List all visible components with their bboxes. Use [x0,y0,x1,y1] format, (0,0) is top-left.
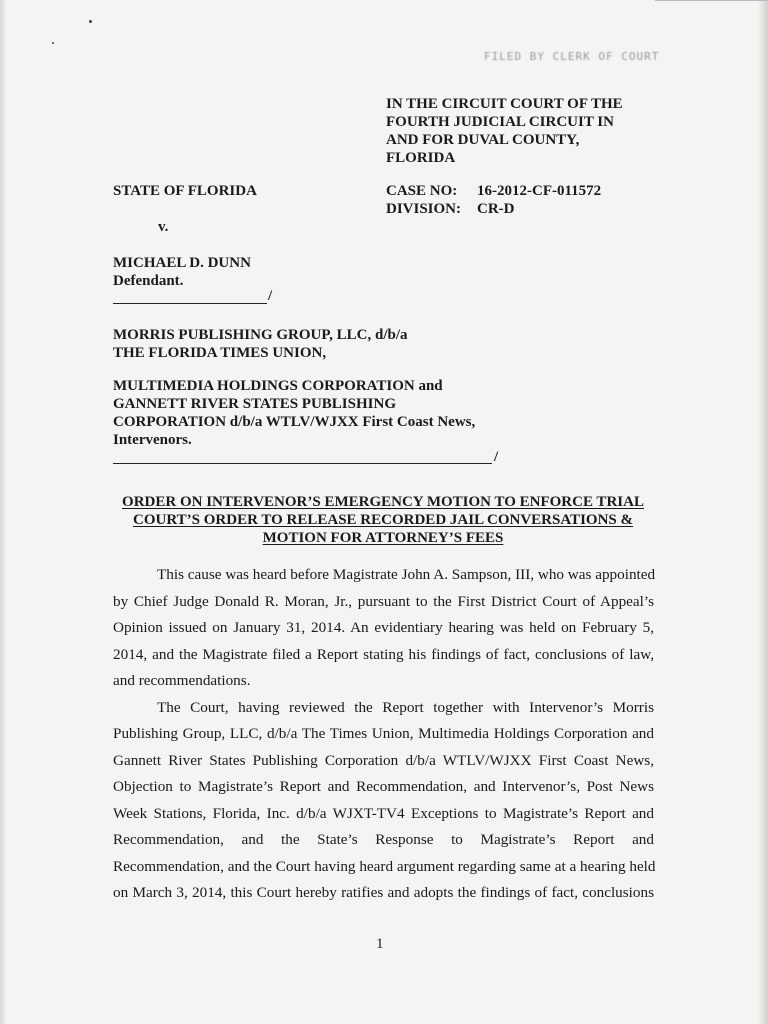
paragraph-1 [113,562,654,695]
paragraph-2 [113,695,654,907]
intervenor-line: THE FLORIDA TIMES UNION, [113,345,327,361]
filing-stamp [484,46,660,68]
body-line: Week Stations, Florida, Inc. d/b/a WJXT-TV4 Exceptions to Magistrate’s Report and [113,804,654,822]
defendant-label: Defendant. [113,273,184,289]
scan-edge-right [758,0,768,1024]
order-body [113,562,654,907]
versus-text: v. [158,219,169,235]
court-caption-line: FLORIDA [386,150,456,166]
intervenor-line: MORRIS PUBLISHING GROUP, LLC, d/b/a [113,327,408,343]
intervenor-line: Intervenors. [113,432,192,448]
court-caption-line: IN THE CIRCUIT COURT OF THE [386,96,623,112]
intervenor-line: GANNETT RIVER STATES PUBLISHING [113,396,396,412]
case-number-value: 16-2012-CF-011572 [477,183,602,199]
case-number-label: CASE NO: [386,183,458,199]
plaintiff-name: STATE OF FLORIDA [113,183,257,199]
page-number: 1 [376,936,384,952]
caption-slash: / [494,449,499,465]
body-line: on March 3, 2014, this Court hereby ratifies and adopts the findings of fact, conclusions [113,884,654,901]
body-line: by Chief Judge Donald R. Moran, Jr., pursuant to the First District Court of Appeal’s [113,592,654,610]
body-line: Objection to Magistrate’s Report and Recommendation, and Intervenor’s, Post News [113,778,654,795]
body-line: Publishing Group, LLC, d/b/a The Times Union, Multimedia Holdings Corporation and [113,725,654,742]
court-caption-line: AND FOR DUVAL COUNTY, [386,132,580,148]
scan-speck [52,42,54,44]
signature-underline [113,303,267,304]
scan-top-rule [655,0,768,1]
division-label: DIVISION: [386,201,462,217]
order-title-line: ORDER ON INTERVENOR’S EMERGENCY MOTION TO ENFORCE TRIAL [122,494,644,510]
order-title [100,493,666,547]
body-line: 2014, and the Magistrate filed a Report stating his findings of fact, conclusions of law, [113,645,654,663]
body-line: Opinion issued on January 31, 2014. An evidentiary hearing was held on February 5, [113,619,654,636]
body-line: Gannett River States Publishing Corporation d/b/a WTLV/WJXX First Coast News, [113,751,654,769]
scan-speck [89,20,92,23]
filing-stamp-text: FILED BY CLERK OF COURT [484,50,660,63]
defendant-name: MICHAEL D. DUNN [113,255,251,271]
order-title-line: MOTION FOR ATTORNEY’S FEES [262,530,504,546]
scan-edge-left [0,0,7,1024]
intervenor-line: CORPORATION d/b/a WTLV/WJXX First Coast News, [113,414,476,430]
body-line: Recommendation, and the Court having heard argument regarding same at a hearing held [113,857,656,875]
body-line: Recommendation, and the State’s Response to Magistrate’s Report and [113,831,654,848]
intervenor-line: MULTIMEDIA HOLDINGS CORPORATION and [113,378,443,394]
body-line: This cause was heard before Magistrate John A. Sampson, III, who was appointed [157,566,656,583]
body-line: The Court, having reviewed the Report together with Intervenor’s Morris [157,698,654,716]
division-value: CR-D [477,201,515,217]
caption-slash: / [268,288,273,304]
caption-underline [113,463,492,464]
body-line: and recommendations. [113,672,251,689]
court-caption-line: FOURTH JUDICIAL CIRCUIT IN [386,114,614,130]
court-caption [386,95,623,167]
order-title-line: COURT’S ORDER TO RELEASE RECORDED JAIL CONVERSATIONS & [133,512,633,528]
